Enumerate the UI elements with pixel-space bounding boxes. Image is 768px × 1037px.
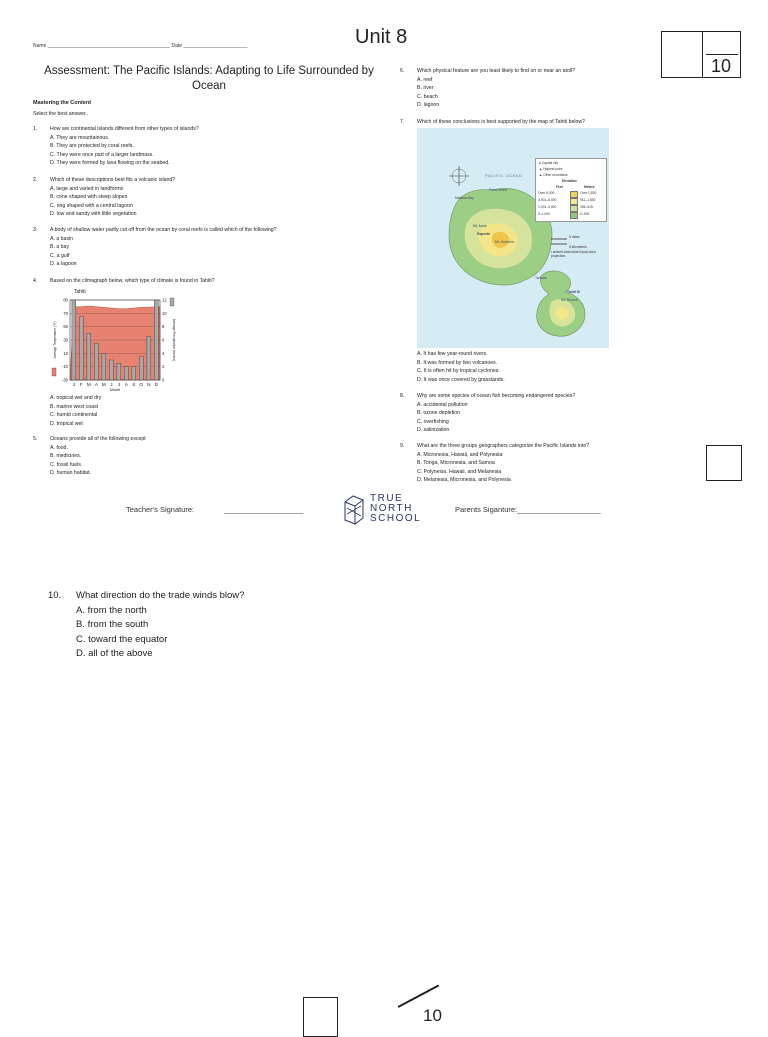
question-text: Which physical feature are you least likely to find on or near an atoll? [417,68,576,74]
answer-option[interactable]: D. low and sandy with little vegetation [50,211,137,218]
question-number: 8. [400,393,405,399]
right-tick-label: 12 [162,297,167,303]
month-label: J [117,383,121,388]
legend-meters: 306–915 [580,205,593,209]
month-label: S [132,383,136,388]
precip-bar [139,357,143,380]
answer-option[interactable]: C. ring shaped with a central lagoon [50,202,133,209]
legend-feet: 0–1,000 [538,212,550,216]
answer-option[interactable]: A. It has few year-round rivers. [417,351,488,357]
answer-option[interactable]: D. all of the above [76,648,153,659]
score-box-divider [702,32,703,78]
legend-feet: 3,001–6,000 [538,198,557,202]
teacher-signature-label: Teacher's Signature: [126,505,195,514]
question-text: What direction do the trade winds blow? [76,590,245,601]
logo-text-school: SCHOOL [370,513,422,524]
legend-row [538,212,550,216]
precip-bar [124,367,128,380]
place-label: Mt. Aorai [473,224,487,228]
legend-other: ▲ Other mountains [539,173,568,177]
month-label: F [79,383,83,388]
place-label: Matavai Bay [455,196,474,200]
question-text: Oceans provide all of the following except [50,436,146,442]
answer-option[interactable]: A. accidental pollution [417,401,468,408]
answer-box[interactable] [706,445,742,481]
right-tick-label: 8 [162,324,165,330]
month-label: M [86,383,91,388]
left-tick-label: 50 [63,324,68,330]
answer-option[interactable]: B. from the south [76,619,149,630]
chart-title: Tahiti [74,289,86,295]
temperature-area [70,306,160,380]
left-tick-label: 10 [63,350,68,356]
answer-option[interactable]: A. reef [417,76,433,83]
section-heading: Mastering the Content [33,100,92,106]
answer-option[interactable]: A. They are mountainous. [50,134,110,141]
answer-option[interactable]: C. toward the equator [76,633,168,645]
legend-row [580,205,593,209]
answer-option[interactable]: C. It is often hit by tropical cyclones. [417,368,500,375]
answer-option[interactable]: C. fossil fuels. [50,461,83,468]
precip-bar [79,317,83,380]
legend-capital-label: Capital city [541,161,559,165]
ocean-label: PACIFIC OCEAN [485,173,523,178]
answer-option[interactable]: A. large and varied in landforms [50,185,124,192]
legend-swatch [570,198,578,205]
score-total: 10 [711,56,732,76]
answer-option[interactable]: B. medicines. [50,453,82,460]
answer-option[interactable]: D. salinization [417,427,450,434]
answer-option[interactable]: C. Polynesia, Hawaii, and Melanesia [417,468,502,475]
bottom-score-slash [398,984,439,1007]
answer-option[interactable]: B. Tonga, Micronesia, and Samoa [417,460,495,467]
answer-option[interactable]: D. They were formed by lava flowing on the seabed. [50,160,170,167]
place-label: Mt. Roonui [561,298,578,302]
question-text: Which of these descriptions best fits a volcanic island? [50,177,176,183]
y-axis-label-right: Average Precipitation (inches) [172,318,176,362]
left-tick-label: 70 [63,310,68,316]
question-number: 7. [400,119,405,125]
legend-row [580,212,589,216]
legend-feet-header: Feet [556,185,563,189]
answer-option[interactable]: A. Micronesia, Hawaii, and Polynesia [417,451,503,458]
projection-note: Lambert Azimuthal Equal-Area projection [551,250,596,258]
left-tick-label: -10 [61,364,68,370]
parents-signature[interactable]: Parents Siganture:____________________ [455,505,601,514]
legend-highest-label: Highest point [543,167,563,171]
left-tick-label: -30 [61,377,68,383]
answer-option[interactable]: B. a bay [50,244,70,251]
answer-option[interactable]: D. human habitat. [50,470,91,477]
question-number: 5. [33,436,38,442]
right-tick-label: 6 [162,337,165,343]
answer-option[interactable]: D. tropical wet [50,420,83,427]
legend-swatch [570,205,578,212]
place-label: Tahiti Iti [567,290,580,294]
answer-option[interactable]: A. a basin [50,235,74,242]
answer-option[interactable]: C. humid continental [50,412,98,419]
unit-title: Unit 8 [355,26,408,48]
question-text: What are the three groups geographers categorize the Pacific Islands into? [417,443,590,449]
month-label: D [154,383,159,388]
left-tick-label: 30 [63,337,68,343]
legend-meters: 0–305 [580,212,590,216]
scale-miles: 5 miles [569,235,580,239]
section-instructions: Select the best answer.. [33,111,89,117]
legend-row [580,191,596,195]
question-number: 10. [48,590,62,601]
score-fraction-line [706,54,738,55]
place-label: Mt. Orohena [495,240,514,244]
scale-km: 5 kilometers [569,245,587,249]
legend-swatch [570,191,578,198]
legend-meters: Over 1,830 [580,191,597,195]
logo-text-north: NORTH [370,503,413,514]
answer-option[interactable]: B. It was formed by two volcanoes. [417,359,498,366]
question-number: 2. [33,177,38,183]
teacher-signature-line[interactable]: ___________________ [224,505,304,514]
left-tick-label: 80 [63,297,68,303]
precip-bar [72,300,76,380]
legend-feet: Over 6,000 [538,191,555,195]
map-legend [535,158,607,222]
school-logo [341,494,431,526]
question-text: How are continental islands different from other types of islands? [50,126,199,132]
month-label: M [101,383,106,388]
legend-swatch [570,212,578,219]
legend-row [538,191,554,195]
answer-option[interactable]: C. They were once part of a larger landmass. [50,151,154,158]
right-tick-label: 2 [162,364,165,370]
right-tick-label: 0 [162,377,165,383]
question-text: Which of these conclusions is best supported by the map of Tahiti below? [417,119,586,125]
school-logo-mark [341,494,367,526]
legend-meters-header: Meters [584,185,595,189]
question-text: A body of shallow water partly cut off from the ocean by coral reefs is called which of the following? [50,227,277,233]
right-tick-label: 4 [162,350,165,356]
temperature-legend-swatch [52,368,56,376]
precip-bar [117,363,121,380]
answer-option[interactable]: C. beach [417,93,438,100]
legend-elevation-title: Elevation [562,179,577,183]
assessment-title: Assessment: The Pacific Islands: Adapting to Life Surrounded by Ocean [44,65,374,92]
answer-option[interactable]: B. cone shaped with steep slopes [50,194,128,201]
place-label: Papeete [477,232,491,236]
month-label: A [94,383,98,388]
answer-option[interactable]: C. overfishing [417,418,449,425]
month-label: O [139,383,144,388]
bottom-score-total: 10 [423,1006,442,1025]
legend-row [538,198,556,202]
answer-option[interactable]: B. They are protected by coral reefs. [50,143,134,150]
precip-bar [132,367,136,380]
answer-option[interactable]: D. lagoon [417,102,440,109]
legend-row [580,198,595,202]
question-number: 4. [33,278,38,284]
question-number: 1. [33,126,38,132]
precip-bar [87,333,91,380]
answer-option[interactable]: B. ozone depletion [417,410,460,417]
logo-text-true: TRUE [370,493,404,504]
question-number: 9. [400,443,405,449]
climagraph [50,286,185,396]
precip-bar [147,337,151,380]
question-text: Why are some species of ocean fish becoming endangered species? [417,393,576,399]
y-axis-label-left: Average Temperature (°F) [53,321,57,359]
x-axis-label: Month [109,388,121,392]
legend-meters: 911–1,830 [580,198,596,202]
precip-bar [109,360,113,380]
precip-bar [94,343,98,380]
month-label: J [72,383,76,388]
place-label: Taravao [535,276,548,280]
answer-option[interactable]: C. a gulf [50,252,70,259]
answer-option[interactable]: D. Melanesia, Micronesia, and Polynesia [417,477,511,484]
question-number: 6. [400,68,405,74]
precip-bar [102,353,106,380]
legend-feet: 1,001–3,000 [538,205,557,209]
question-number: 3. [33,227,38,233]
legend-row [538,205,556,209]
name-date-line: Name ____________________________________________ Date _______________________ [33,43,248,49]
answer-option[interactable]: A. tropical wet and dry [50,395,102,401]
answer-option[interactable]: D. a lagoon [50,261,77,268]
answer-option[interactable]: B. marine west coast [50,403,99,410]
precip-legend-swatch [170,298,174,306]
question-10-body [76,589,244,662]
answer-option[interactable]: B. river [417,85,434,92]
climagraph-svg [50,286,185,396]
bottom-answer-box[interactable] [303,997,338,1037]
precip-bar [154,300,158,380]
month-label: N [147,383,151,388]
answer-option[interactable]: A. food. [50,444,68,451]
legend-highest: ▲ Highest point [539,167,563,171]
answer-option[interactable]: A. from the north [76,604,147,616]
month-label: J [110,383,113,388]
right-tick-label: 10 [162,310,167,316]
legend-capital: ● Capital city [539,161,559,165]
place-label: Point Venus [489,188,508,192]
legend-other-label: Other mountains [543,173,568,177]
question-text: Based on the climagraph below, which type of climate is found in Tahiti? [50,278,215,284]
tahiti-map [417,128,609,348]
month-label: A [124,383,128,388]
score-box [661,31,741,78]
answer-option[interactable]: D. It was once covered by grasslands. [417,376,505,383]
